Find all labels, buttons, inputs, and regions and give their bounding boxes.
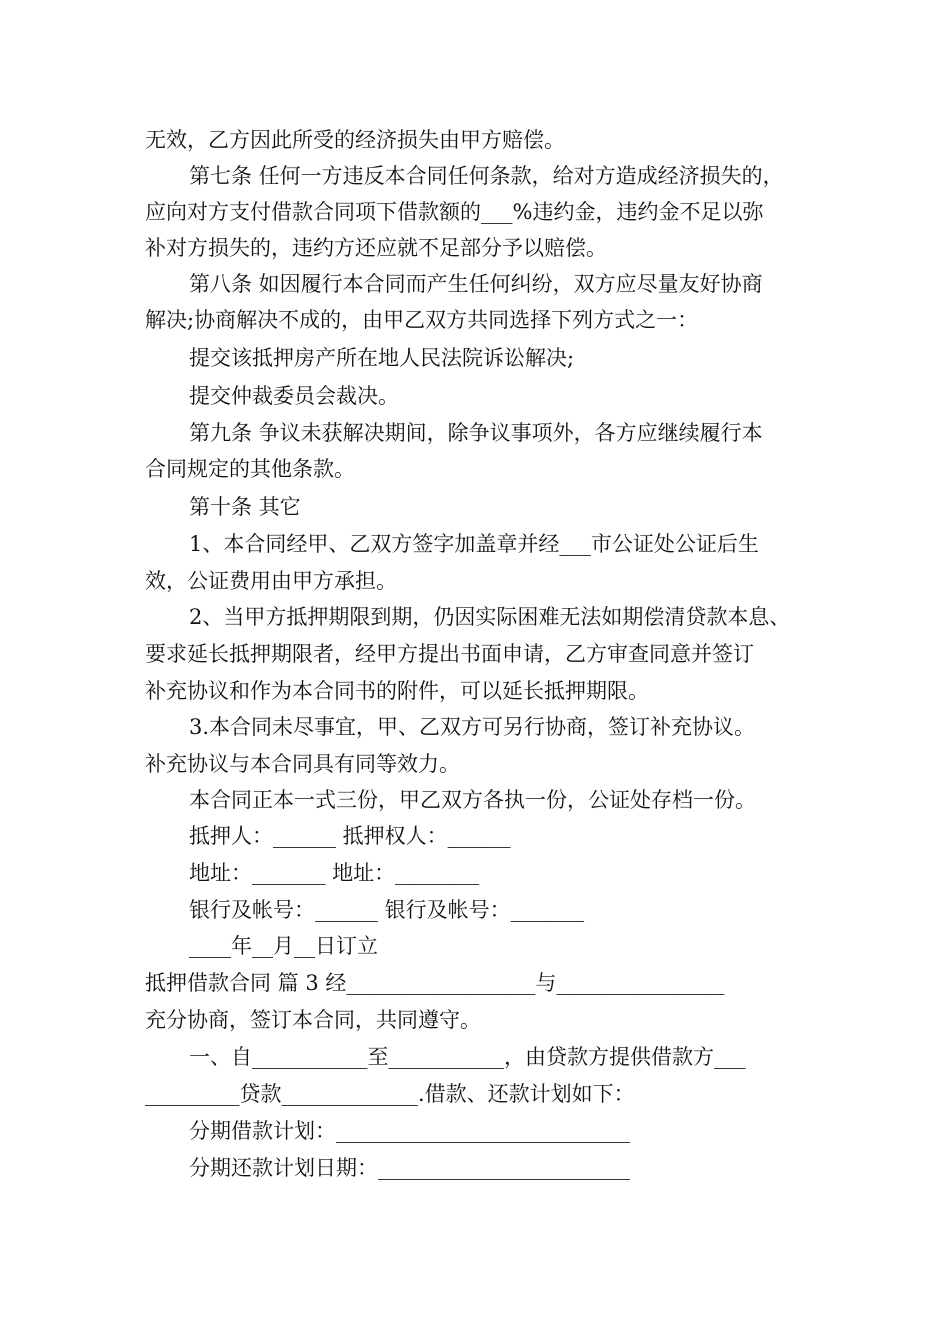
text-line: 提交该抵押房产所在地人民法院诉讼解决; — [189, 346, 575, 370]
text-line: 分期借款计划：____________________________ — [189, 1119, 630, 1143]
text-line: 2、当甲方抵押期限到期，仍因实际困难无法如期偿清贷款本息、 — [189, 605, 791, 629]
text-line: 分期还款计划日期：________________________ — [189, 1156, 630, 1180]
text-line: 第八条 如因履行本合同而产生任何纠纷，双方应尽量友好协商 — [189, 272, 763, 296]
text-line: 效，公证费用由甲方承担。 — [145, 569, 397, 593]
text-line: 充分协商，签订本合同，共同遵守。 — [145, 1008, 481, 1032]
text-line: 第九条 争议未获解决期间，除争议事项外，各方应继续履行本 — [189, 421, 763, 445]
text-line: 地址：_______ 地址：________ — [189, 861, 480, 885]
text-line: 补充协议与本合同具有同等效力。 — [145, 752, 460, 776]
text-line: 补充协议和作为本合同书的附件，可以延长抵押期限。 — [145, 679, 649, 703]
text-line: 抵押人：______ 抵押权人：______ — [189, 824, 511, 848]
text-line: ____年__月__日订立 — [189, 934, 378, 958]
text-line: 合同规定的其他条款。 — [145, 457, 355, 481]
text-line: 一、自___________至___________，由贷款方提供借款方___ — [189, 1045, 746, 1069]
text-line: 银行及帐号：______ 银行及帐号：_______ — [189, 898, 585, 922]
text-line: 提交仲裁委员会裁决。 — [189, 384, 399, 408]
text-line: 解决;协商解决不成的，由甲乙双方共同选择下列方式之一： — [145, 308, 699, 332]
text-line: 1、本合同经甲、乙双方签字加盖章并经___市公证处公证后生 — [189, 532, 759, 556]
text-line: 抵押借款合同 篇 3 经__________________与________________ — [145, 971, 725, 995]
text-line: 第七条 任何一方违反本合同任何条款，给对方造成经济损失的， — [189, 164, 784, 188]
text-line: 第十条 其它 — [189, 495, 301, 519]
text-line: _________贷款_____________.借款、还款计划如下： — [145, 1082, 635, 1106]
text-line: 3.本合同未尽事宜，甲、乙双方可另行协商，签订补充协议。 — [189, 715, 756, 739]
text-line: 补对方损失的，违约方还应就不足部分予以赔偿。 — [145, 236, 607, 260]
text-line: 要求延长抵押期限者，经甲方提出书面申请，乙方审查同意并签订 — [145, 642, 754, 666]
text-line: 无效，乙方因此所受的经济损失由甲方赔偿。 — [145, 128, 565, 152]
text-line: 本合同正本一式三份，甲乙双方各执一份，公证处存档一份。 — [189, 788, 756, 812]
text-line: 应向对方支付借款合同项下借款额的___%违约金，违约金不足以弥 — [145, 200, 764, 224]
